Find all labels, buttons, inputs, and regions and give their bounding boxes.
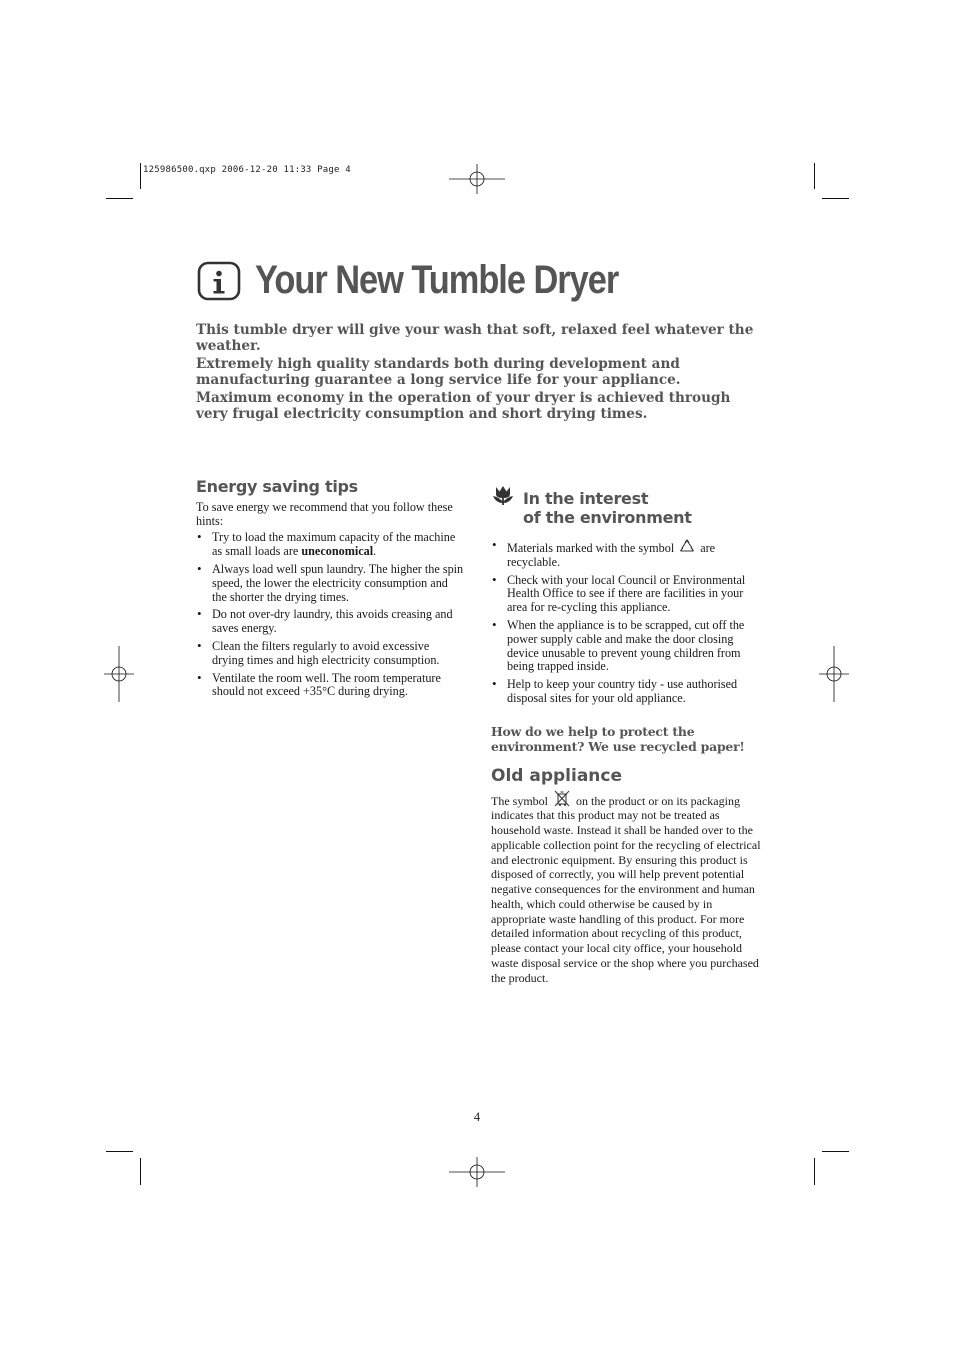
environment-heading [491, 484, 761, 527]
intro-section [196, 323, 756, 426]
environment-list [491, 539, 761, 706]
page-title: Your New Tumble Dryer [255, 258, 619, 302]
recycled-paper-note: How do we help to protect the environment? We use recycled paper! [491, 723, 745, 754]
emphasis: uneconomical [301, 544, 374, 559]
registration-mark-left [104, 646, 134, 702]
intro-paragraph: Extremely high quality standards both during development and manufacturing guarantee a long service life for your appliance. [196, 356, 681, 388]
environment-section [491, 484, 761, 985]
page-number: 4 [473, 1110, 481, 1124]
recycle-icon [678, 539, 696, 554]
old-appliance-text: The symbol on the product or on its packaging indicates that this product may not be treated as household waste. Instead it shall be handed over to the applicable collection point for the recycling of electrical and electronic equipment. By ensuring this product is disposed of correctly, you will help prevent potential negative consequences for the environment and human health, which could otherwise be caused by in appropriate waste handling of this product. For more detailed information about recycling of this product, please contact your local city office, your household waste disposal service or the shop where you purchased the product. [491, 790, 761, 986]
registration-mark-right [819, 646, 849, 702]
tulip-icon [491, 484, 515, 506]
energy-tips-list [196, 531, 464, 699]
list-item: • Materials marked with the symbol are recyclable. [491, 539, 761, 570]
registration-mark-bottom [449, 1157, 505, 1187]
list-item: • Try to load the maximum capacity of the machine as small loads are uneconomical. [196, 531, 464, 559]
print-slug: 125986500.qxp 2006-12-20 11:33 Page 4 [143, 165, 351, 175]
title-row [197, 258, 677, 303]
intro-paragraph: Maximum economy in the operation of your dryer is achieved through very frugal electricity consumption and short drying times. [196, 390, 731, 422]
intro-paragraph: This tumble dryer will give your wash that soft, relaxed feel whatever the weather. [196, 322, 754, 354]
list-item: • Ventilate the room well. The room temperature should not exceed +35°C during drying. [196, 672, 464, 700]
list-item: • Do not over-dry laundry, this avoids creasing and saves energy. [196, 608, 464, 636]
list-item: • Always load well spun laundry. The higher the spin speed, the lower the electricity consumption and the shorter the drying times. [196, 563, 464, 604]
list-item: • Check with your local Council or Environmental Health Office to see if there are facilities in your area for re-cycling this appliance. [491, 574, 761, 615]
registration-mark-top [449, 164, 505, 194]
list-item: • Clean the filters regularly to avoid excessive drying times and high electricity consumption. [196, 640, 464, 668]
environment-heading-line2: of the environment [523, 508, 692, 527]
list-item: • When the appliance is to be scrapped, cut off the power supply cable and make the door closing device unusable to prevent young children from being trapped inside. [491, 619, 761, 674]
energy-saving-section [196, 477, 464, 703]
environment-heading-line1: In the interest [523, 489, 649, 508]
old-appliance-heading: Old appliance [491, 765, 623, 786]
list-item: • Help to keep your country tidy - use authorised disposal sites for your old appliance. [491, 678, 761, 706]
info-icon [197, 261, 241, 301]
crossed-out-bin-icon [554, 790, 570, 807]
energy-lead: To save energy we recommend that you follow these hints: [196, 499, 453, 528]
energy-heading: Energy saving tips [196, 477, 358, 496]
